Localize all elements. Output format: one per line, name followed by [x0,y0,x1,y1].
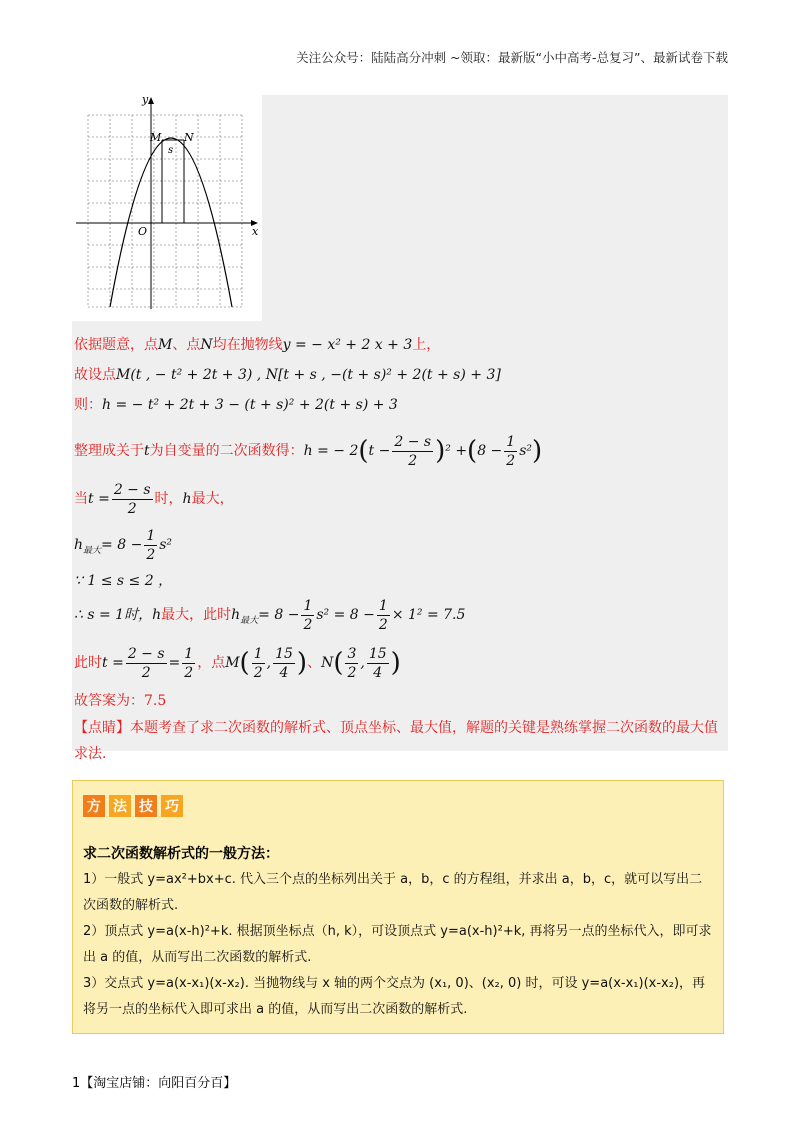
tips-badge-row [83,795,183,817]
point-m-label: M [150,131,162,144]
key-point-comment: 【点睛】本题考查了求二次函数的解析式、顶点坐标、最大值，解题的关键是熟练掌握二次函数的最大值求法. [74,720,718,762]
origin-label: O [138,225,148,238]
solution-line-7: ∵ 1 ≤ s ≤ 2 ， [74,573,173,589]
point-n-label: N [184,131,194,144]
page-header: 关注公众号：陆陆高分冲刺 ~领取：最新版“小中高考-总复习”、最新试卷下载 [296,50,728,65]
tips-badge: 法 [109,795,131,817]
solution-block [72,95,728,762]
solution-line-4: 整理成关于t为自变量的二次函数得：h = − 2(t − $\frac{2 - s}{2}$ )² +(8 − $\frac{1}{2}$ s²) [74,433,543,469]
tip-item-1: 1）一般式 y=ax²+bx+c. 代入三个点的坐标列出关于 a，b，c 的方程组，并求出 a，b，c，就可以写出二次函数的解析式. [83,872,703,913]
page-footer: 1【淘宝店铺：向阳百分百】 [72,1076,237,1091]
method-tips-box [72,780,724,1034]
solution-line-6: $h_{最大}= 8$ − $\frac{1}{2}$ s² [74,527,173,563]
solution-line-8: ∴ s = 1时，h最大，此时$h_{最大}= 8$ − $\frac{1}{2}$ s² = 8 − $\frac{1}{2}$ × 1² = 7.5 [74,597,466,633]
solution-line-5: 当t = $\frac{2 - s}{2}$ 时，h最大， [74,481,234,517]
solution-line-10: 故答案为：7.5 [74,693,167,709]
y-axis-arrow [148,97,154,104]
x-axis-label: x [252,225,259,238]
solution-line-3: 则：h = − t² + 2t + 3 − (t + s)² + 2(t + s) + 3 [74,397,398,413]
s-label: s [168,145,174,156]
grid-lines [88,115,242,307]
parabola-graph [72,95,262,321]
tips-badge: 技 [135,795,157,817]
tips-badge: 巧 [161,795,183,817]
tips-title: 求二次函数解析式的一般方法： [83,846,279,862]
tip-item-2: 2）顶点式 y=a(x-h)²+k. 根据顶坐标点（h, k），可设顶点式 y=a(x-h)²+k, 再将另一点的坐标代入，即可求出 a 的值，从而写出二次函数的解析式. [83,924,712,965]
graph-svg [72,95,262,321]
y-axis-label: y [142,95,149,106]
tip-item-3: 3）交点式 y=a(x-x₁)(x-x₂). 当抛物线与 x 轴的两个交点为 (x₁, 0)、(x₂, 0) 时，可设 y=a(x-x₁)(x-x₂)，再将另一点的坐标代入即可求出 a 的值，从而写出二次函数的解析式. [83,976,706,1017]
tips-badge: 方 [83,795,105,817]
solution-line-1: 依据题意，点M、点N均在抛物线y = − x² + 2 x + 3上， [74,337,441,353]
solution-line-9: 此时t = $\frac{2 - s}{2}$ = $\frac{1}{2}$ ，点M( $\frac{1}{2}$ , $\frac{15}{4}$ )、N( $\frac{3}{2}$ , $\frac{15}{4}$ ) [74,645,401,681]
solution-line-2: 故设点M(t , − t² + 2t + 3) , N[t + s , −(t + s)² + 2(t + s) + 3] [74,367,501,383]
